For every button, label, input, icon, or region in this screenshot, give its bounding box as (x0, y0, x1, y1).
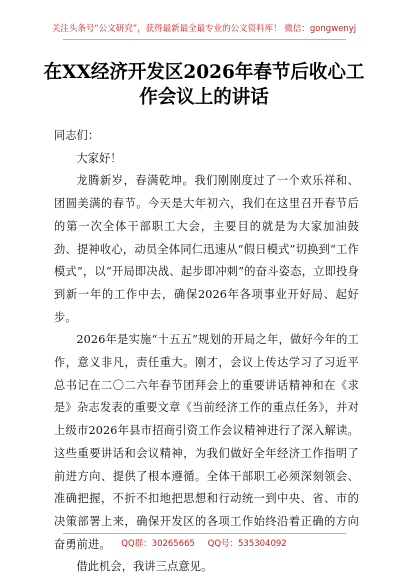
document-title (40, 60, 368, 110)
paragraph: 借此机会，我讲三点意见。 (76, 560, 213, 574)
title-line-1: 在XX经济开发区2026年春节后收心工 (43, 62, 365, 83)
paragraph: 2026年是实施“十五五”规划的开局之年，做好今年的工作，意义非凡，责任重大。刚才，会议上传达学习了习近平总书记在二〇二六年春节团拜会上的重要讲话精神和在《求是》杂志发表的重要文章《当前经济工作的重点任务》，并对上级市2026年县市招商引资工作会议精神进行了深入解读。这些重要讲话和会议精神，为我们做好全年经济工作指明了前进方向、提供了根本遵循。全体干部职工必须深刻领会、准确把握，不折不扣地把思想和行动统一到中央、省、市的决策部署上来，确保开发区的各项工作始终沿着正确的方向奋勇前进。 (54, 333, 359, 551)
footer-divider (63, 533, 346, 534)
paragraph: 龙腾新岁，春满乾坤。我们刚刚度过了一个欢乐祥和、团圆美满的春节。今天是大年初六，我们在这里召开春节后的第一次全体干部职工大会，主要目的就是为大家加油鼓劲、提神收心，动员全体同仁迅速从“假日模式”切换到“工作模式”，以“开局即决战、起步即冲刺”的奋斗姿态，立即投身到新一年的工作中去，确保2026年各项事业开好局、起好步。 (54, 174, 359, 324)
qq-number-text: QQ号：535304092 (207, 539, 287, 549)
document-body (54, 125, 359, 579)
qq-group-text: QQ群：30265665 (121, 539, 195, 549)
header-banner: 关注头条号“公文研究”，获得最新最全最专业的公文资料库！ 微信：gongwenyj (51, 24, 357, 34)
greeting: 大家好！ (76, 151, 122, 165)
footer-contact (0, 537, 408, 549)
salutation: 同志们： (54, 129, 100, 142)
header-divider (63, 39, 346, 40)
title-line-2: 作会议上的讲话 (139, 87, 269, 108)
